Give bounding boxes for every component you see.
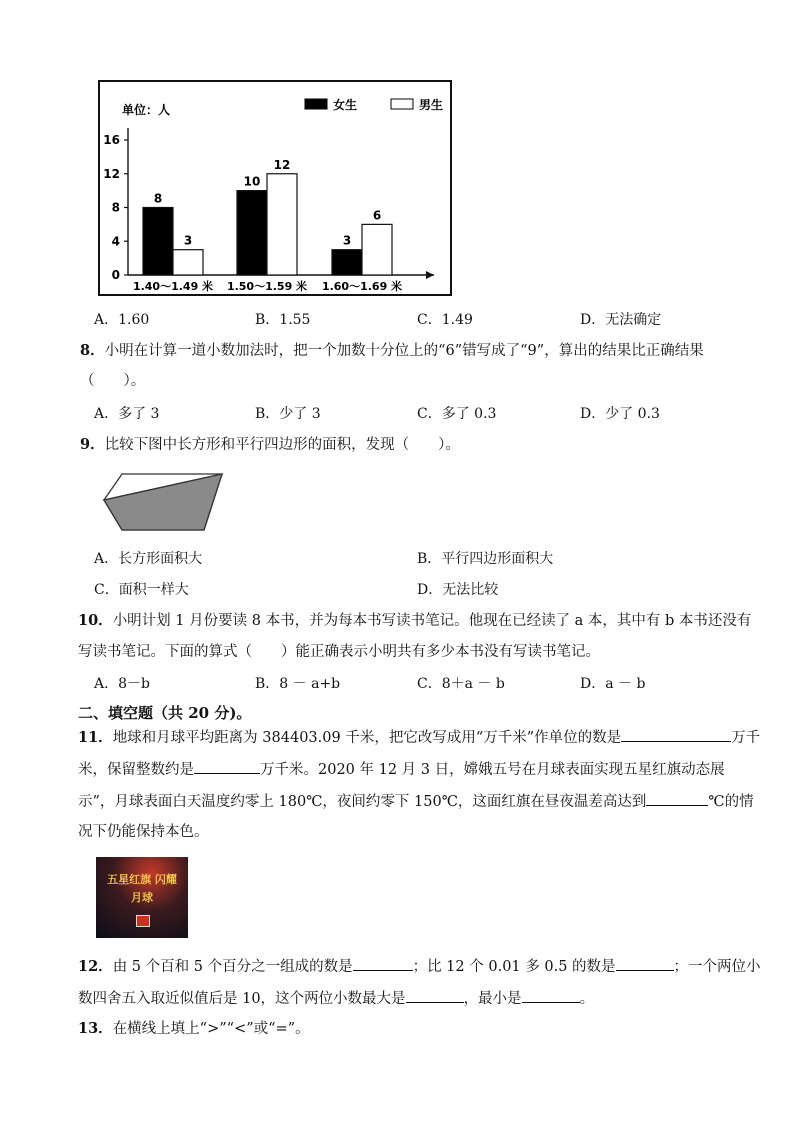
q8-number: 8．: [80, 342, 105, 359]
legend-female-label: 女生: [333, 98, 358, 112]
q7-option-c[interactable]: C．1.49: [417, 312, 473, 328]
x-category-label: 1.40～1.49 米: [132, 280, 214, 293]
legend-male-label: 男生: [419, 98, 444, 112]
q10-option-a[interactable]: A．8－b: [94, 676, 150, 692]
legend-male-swatch: [391, 99, 413, 109]
q11-line3: [78, 790, 754, 812]
bar-value-label: 10: [243, 174, 261, 189]
q10-line2: 写读书笔记。下面的算式（ ）能正确表示小明共有多少本书没有写读书笔记。: [78, 644, 600, 660]
q8-option-c[interactable]: C．多了 0.3: [417, 406, 497, 422]
legend-female-swatch: [305, 99, 327, 109]
q7-option-a[interactable]: A．1.60: [94, 312, 150, 328]
q9-option-b[interactable]: B．平行四边形面积大: [417, 551, 554, 567]
rectangle-parallelogram-figure: [100, 470, 226, 534]
y-tick-label: 12: [103, 166, 120, 181]
q10-option-c[interactable]: C．8＋a － b: [417, 676, 505, 692]
q12-text-2b: ，最小是: [463, 991, 522, 1007]
q12-text-2c: 。: [579, 991, 595, 1007]
x-category-label: 1.50～1.59 米: [226, 280, 308, 293]
q12-text-1a: 由 5 个百和 5 个百分之一组成的数是: [112, 959, 353, 975]
moon-flag-glyph: [136, 915, 150, 927]
bar-value-label: 12: [273, 157, 291, 172]
q13-number: 13．: [78, 1020, 113, 1037]
q8-line1: [80, 341, 704, 361]
q8-text-1: 小明在计算一道小数加法时，把一个加数十分位上的“6”错写成了“9”，算出的结果比正确结果: [104, 343, 704, 359]
q10-number: 10．: [78, 612, 113, 629]
q9-text: 比较下图中长方形和平行四边形的面积，发现（ ）。: [104, 437, 460, 453]
q10-text-1: 小明计划 1 月份要读 8 本书，并为每本书写读书笔记。他现在已经读了 a 本，其中有 b 本书还没有: [112, 613, 752, 629]
q12-number: 12．: [78, 958, 113, 975]
flag-on-moon-image: [96, 857, 188, 938]
q12-blank-1[interactable]: [353, 955, 413, 971]
bar: [173, 250, 203, 275]
q8-option-b[interactable]: B．少了 3: [255, 406, 321, 422]
q11-number: 11．: [78, 729, 113, 746]
q8-option-a[interactable]: A．多了 3: [94, 406, 160, 422]
bar: [362, 224, 392, 275]
section-2-title: 二、填空题（共 20 分)。: [78, 704, 252, 722]
q11-blank-2[interactable]: [194, 758, 260, 774]
bar-chart: [100, 82, 450, 294]
q9-number: 9．: [80, 436, 105, 453]
q11-text-2a: 米，保留整数约是: [78, 762, 194, 778]
q10-option-d[interactable]: D．a － b: [580, 676, 646, 692]
q12-blank-4[interactable]: [522, 987, 580, 1003]
q11-text-3b: ℃的情: [708, 794, 754, 810]
y-tick-label: 16: [103, 133, 120, 147]
q7-option-d[interactable]: D．无法确定: [580, 312, 662, 328]
q8-line2: （ ）。: [80, 373, 146, 389]
y-tick-label: 4: [111, 234, 120, 249]
q11-line4: 况下仍能保持本色。: [78, 824, 209, 840]
q12-text-2a: 数四舍五入取近似值后是 10，这个两位小数最大是: [78, 991, 406, 1007]
q11-line2: [78, 758, 725, 780]
q11-text-2b: 万千米。2020 年 12 月 3 日，嫦娥五号在月球表面实现五星红旗动态展: [260, 762, 725, 778]
q11-line1: [78, 726, 760, 748]
q9-line: [80, 435, 460, 455]
q12-line1: [78, 955, 761, 977]
chart-unit-label: 单位：人: [122, 103, 171, 117]
q11-text-1b: 万千: [731, 730, 761, 746]
y-tick-label: 8: [111, 200, 120, 215]
q9-option-c[interactable]: C．面积一样大: [94, 582, 189, 598]
q9-option-a[interactable]: A．长方形面积大: [94, 551, 203, 567]
bar-value-label: 3: [183, 233, 193, 248]
q12-blank-3[interactable]: [406, 987, 464, 1003]
q8-option-d[interactable]: D．少了 0.3: [580, 406, 660, 422]
q9-option-d[interactable]: D．无法比较: [417, 582, 499, 598]
q12-line2: [78, 987, 594, 1009]
q13-line: [78, 1019, 310, 1039]
q11-blank-3[interactable]: [646, 790, 708, 806]
q12-blank-2[interactable]: [616, 955, 674, 971]
x-axis-arrow: [426, 271, 434, 279]
q10-line1: [78, 611, 751, 631]
bar-value-label: 6: [372, 208, 382, 223]
bar-value-label: 8: [153, 191, 163, 206]
q12-text-1c: ；一个两位小: [673, 959, 761, 975]
bar: [267, 174, 297, 275]
bar: [237, 191, 267, 275]
bar: [332, 250, 362, 275]
bar-chart-frame: [98, 80, 452, 296]
bar: [143, 208, 173, 276]
bar-value-label: 3: [342, 233, 352, 248]
x-category-label: 1.60～1.69 米: [321, 280, 403, 293]
q11-text-3a: 示”，月球表面白天温度约零上 180℃，夜间约零下 150℃，这面红旗在昼夜温差高达到: [78, 794, 647, 810]
image-caption: 五星红旗 闪耀月球: [107, 873, 177, 904]
q11-text-1a: 地球和月球平均距离为 384403.09 千米，把它改写成用“万千米”作单位的数是: [112, 730, 622, 746]
q7-option-b[interactable]: B．1.55: [255, 312, 311, 328]
q13-text: 在横线上填上“>”“<”或“=”。: [112, 1021, 310, 1037]
q10-option-b[interactable]: B．8 － a+b: [255, 676, 341, 692]
y-tick-label: 0: [111, 268, 120, 282]
q11-blank-1[interactable]: [621, 726, 731, 742]
q12-text-1b: ；比 12 个 0.01 多 0.5 的数是: [412, 959, 616, 975]
